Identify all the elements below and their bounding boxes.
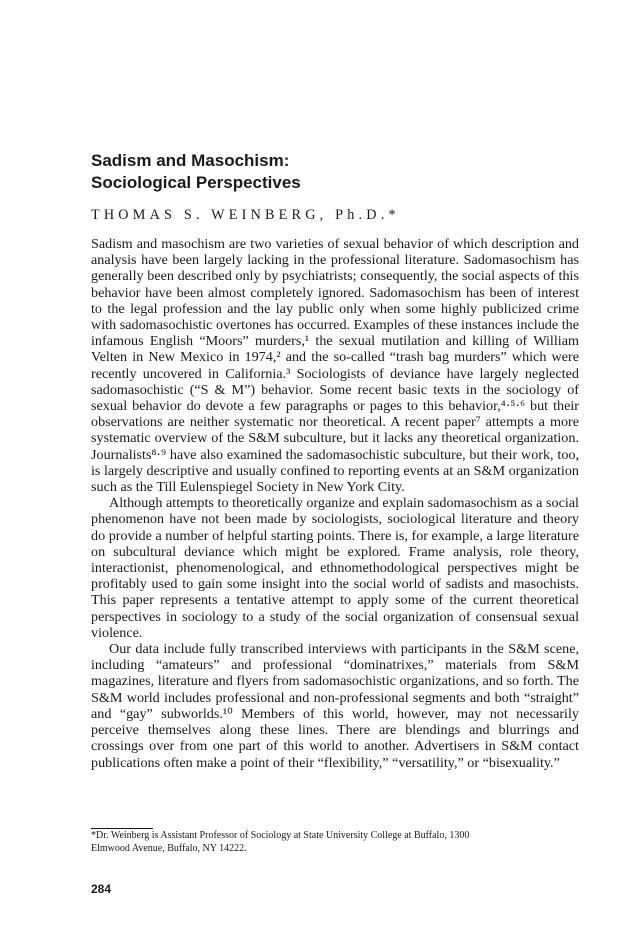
body-paragraph-3: Our data include fully transcribed interviews with participants in the S&M scene, including “amateurs” and professional “dominatrixes,” materials from S&M magazines, literature and flyers from sadomasochistic organizations, and so forth. The S&M world includes professional and non-professional segments and both “straight” and “gay” subworlds.¹⁰ Members of this world, however, may not necessarily perceive themselves along these lines. There are blendings and blurrings and crossings over from one part of this world to another. Advertisers in S&M contact publications often make a point of their “flexibility,” “versatility,” or “bisexuality.” — [91, 641, 579, 771]
article-title — [91, 150, 301, 194]
author-byline: THOMAS S. WEINBERG, Ph.D.* — [91, 207, 400, 223]
page-number: 284 — [91, 882, 112, 896]
body-paragraph-1: Sadism and masochism are two varieties of sexual behavior of which description and analysis have been largely lacking in the professional literature. Sadomasochism has generally been described only by psychiatrists; consequently, the social aspects of this behavior have been almost completely ignored. Sadomasochism has been of interest to the legal profession and the lay public only when some highly publicized crime with sadomasochistic overtones has occurred. Examples of these instances include the infamous English “Moors” murders,¹ the sexual mutilation and killing of William Velten in New Mexico in 1974,² and the so-called “trash bag murders” which were recently uncovered in California.³ Sociologists of deviance have largely neglected sadomasochistic (“S & M”) behavior. Some recent basic texts in the sociology of sexual behavior do devote a few paragraphs or pages to this behavior,⁴·⁵·⁶ but their observations are neither systematic nor theoretical. A recent paper⁷ attempts a more systematic overview of the S&M subculture, but it lacks any theoretical organization. Journalists⁸·⁹ have also examined the sadomasochistic subculture, but their work, too, is largely descriptive and usually confined to reporting events at an S&M organization such as the Till Eulenspiegel Society in New York City. — [91, 236, 579, 496]
footnote-divider — [91, 828, 153, 829]
article-title-line-1: Sadism and Masochism: — [91, 151, 290, 170]
footnote-line-1: *Dr. Weinberg is Assistant Professor of Sociology at State University College at Buffalo, 1300 — [91, 830, 470, 841]
footnote-line-2: Elmwood Avenue, Buffalo, NY 14222. — [91, 842, 247, 854]
body-paragraph-2: Although attempts to theoretically organize and explain sadomasochism as a social phenomenon have not been made by sociologists, sociological literature and theory do provide a number of helpful starting points. There is, for example, a large literature on subcultural deviance which might be explored. Frame analysis, role theory, interactionist, phenomenological, and ethnomethodological perspectives might be profitably used to gain some insight into the social world of sadists and masochists. This paper represents a tentative attempt to apply some of the current theoretical perspectives in sociology to a study of the social organization of consensual sexual violence. — [91, 495, 579, 641]
author-footnote — [91, 830, 579, 855]
article-title-line-2: Sociological Perspectives — [91, 173, 301, 192]
article-body — [91, 236, 579, 771]
